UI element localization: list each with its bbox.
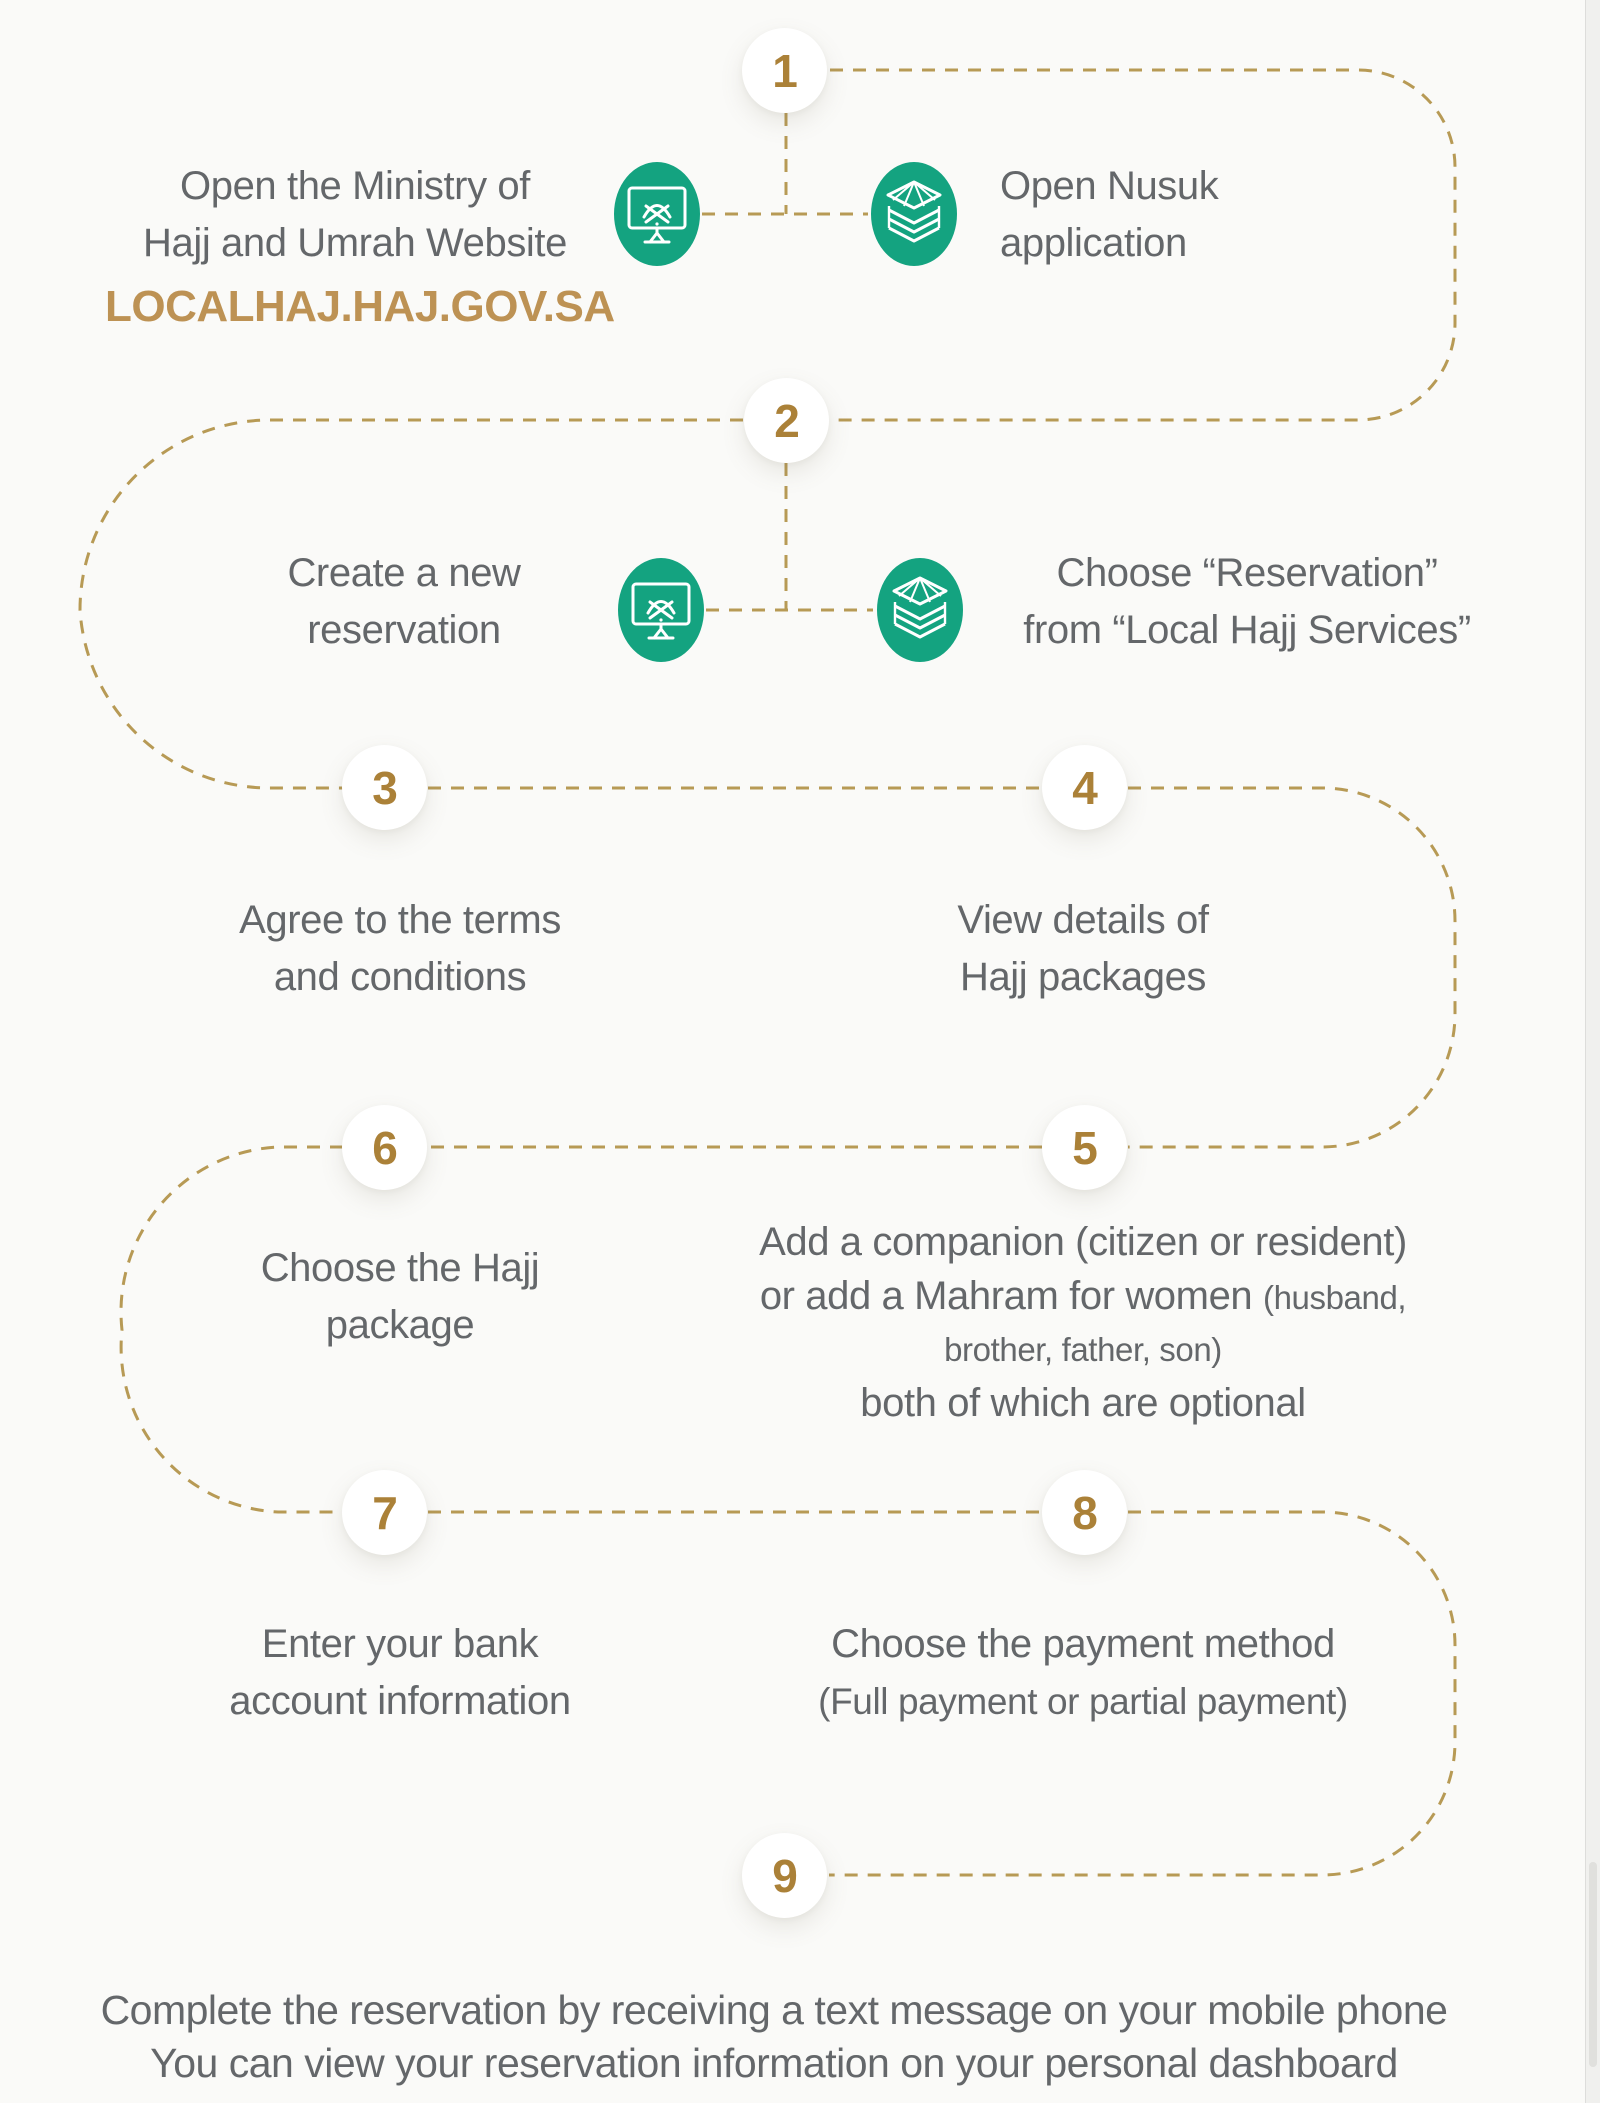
step-4-number: 4 [1072, 761, 1097, 814]
step-1-website-label [105, 158, 615, 335]
completion-note-line2: You can view your reservation information on your personal dashboard [150, 2040, 1398, 2086]
completion-note [0, 1984, 1548, 2090]
step-2-right-line1: Choose “Reservation” [1056, 551, 1438, 595]
step-5-line2 [733, 1269, 1433, 1325]
ministry-website-monitor-icon [618, 558, 704, 662]
step-2-left-label [154, 545, 654, 659]
ministry-website-monitor-icon [614, 162, 700, 266]
step-5-label [733, 1215, 1433, 1431]
step-6-label [150, 1240, 650, 1354]
nusuk-app-icon [877, 558, 963, 662]
nusuk-app-icon [871, 162, 957, 266]
step-9-number: 9 [772, 1849, 797, 1902]
step-9-badge [742, 1833, 827, 1918]
step-6-number: 6 [372, 1121, 397, 1174]
step-1-website-line2: Hajj and Umrah Website [143, 221, 567, 265]
step-2-left-line1: Create a new [287, 551, 521, 595]
step-5-line4: both of which are optional [860, 1381, 1306, 1425]
step-1-app-line1: Open Nusuk [1000, 164, 1219, 208]
step-6-badge [342, 1105, 427, 1190]
step-7-line1: Enter your bank [261, 1622, 539, 1666]
step-4-line2: Hajj packages [959, 955, 1207, 999]
step-1-app-line2: application [1000, 221, 1187, 265]
step-8-number: 8 [1072, 1486, 1097, 1539]
step-3-line1: Agree to the terms [239, 898, 561, 942]
step-3-label [150, 892, 650, 1006]
step-3-badge [342, 745, 427, 830]
scrollbar-track[interactable] [1585, 0, 1600, 2103]
step-7-label [150, 1616, 650, 1730]
step-2-right-line2: from “Local Hajj Services” [1023, 608, 1471, 652]
step-1-badge [742, 28, 827, 113]
step-5-line1: Add a companion (citizen or resident) [759, 1220, 1407, 1264]
step-4-label [833, 892, 1333, 1006]
step-5-line2-main: or add a Mahram for women [759, 1274, 1263, 1318]
step-6-line2: package [325, 1303, 475, 1347]
step-3-line2: and conditions [273, 955, 527, 999]
step-4-badge [1042, 745, 1127, 830]
step-8-line1: Choose the payment method [831, 1622, 1335, 1666]
completion-note-line1: Complete the reservation by receiving a text message on your mobile phone [100, 1987, 1448, 2033]
step-2-number: 2 [774, 394, 799, 447]
step-3-number: 3 [372, 761, 397, 814]
website-url: LOCALHAJ.HAJ.GOV.SA [105, 282, 615, 331]
step-8-badge [1042, 1470, 1127, 1555]
step-2-right-label [967, 545, 1527, 659]
step-8-label [783, 1616, 1383, 1730]
step-2-badge [744, 378, 829, 463]
step-2-left-line2: reservation [307, 608, 501, 652]
step-5-number: 5 [1072, 1121, 1097, 1174]
step-7-line2: account information [229, 1679, 571, 1723]
scrollbar-thumb[interactable] [1589, 1862, 1597, 2067]
step-1-number: 1 [772, 44, 797, 97]
step-1-app-label [1000, 158, 1460, 272]
step-5-line3: brother, father, son) [944, 1331, 1222, 1368]
step-6-line1: Choose the Hajj [260, 1246, 540, 1290]
step-5-line2-small: (husband, [1262, 1279, 1407, 1316]
step-1-website-line1: Open the Ministry of [180, 164, 530, 208]
step-7-badge [342, 1470, 427, 1555]
step-4-line1: View details of [957, 898, 1209, 942]
step-8-line2: (Full payment or partial payment) [818, 1681, 1348, 1722]
step-7-number: 7 [372, 1486, 397, 1539]
step-5-badge [1042, 1105, 1127, 1190]
